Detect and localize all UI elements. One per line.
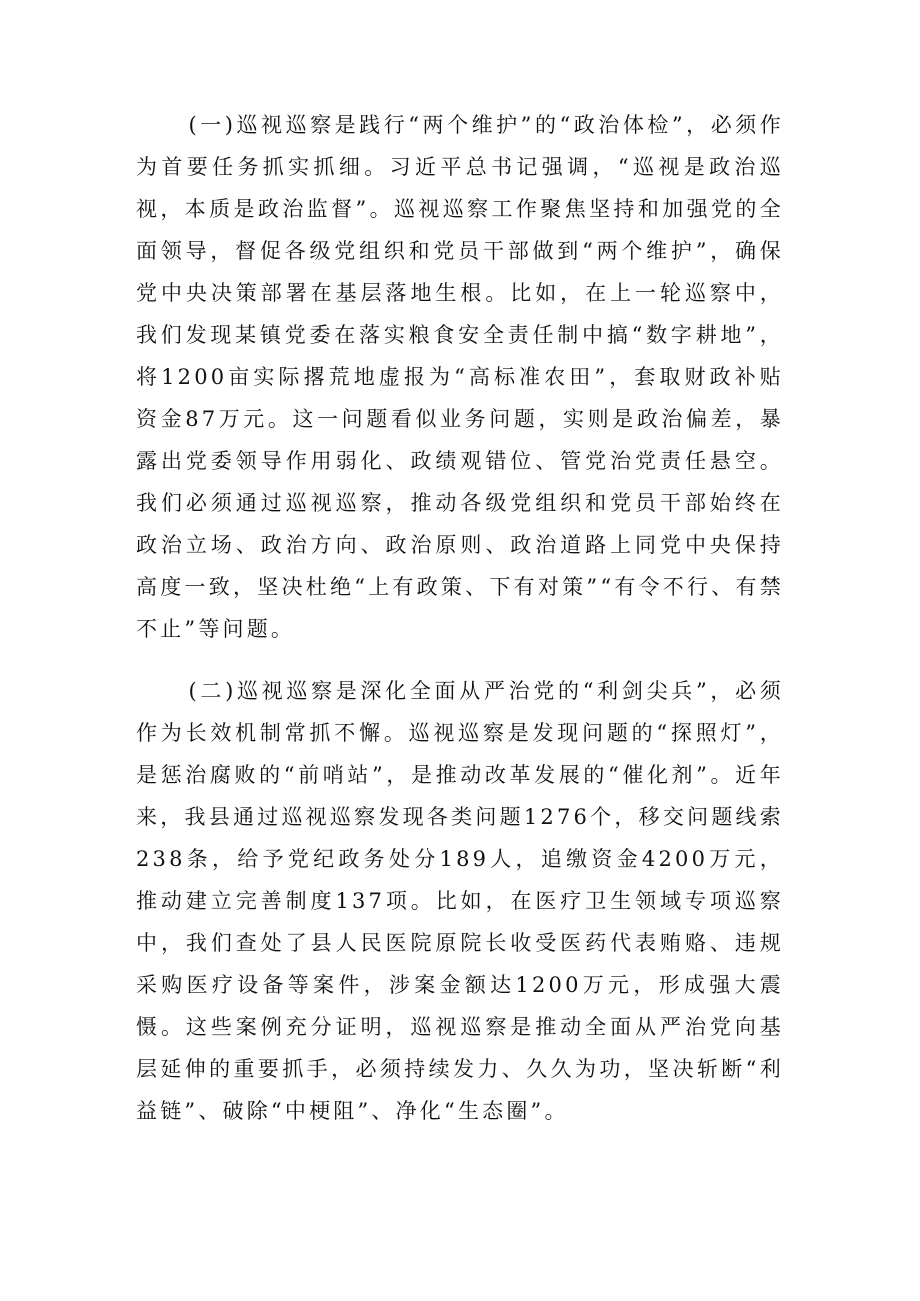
document-body xyxy=(136,104,784,1132)
paragraph-2: (二)巡视巡察是深化全面从严治党的“利剑尖兵”，必须作为长效机制常抓不懈。巡视巡察是发现问题的“探照灯”，是惩治腐败的“前哨站”，是推动改革发展的“催化剂”。近年来，我县通过巡视巡察发现各类问题1276个，移交问题线索238条，给予党纪政务处分189人，追缴资金4200万元，推动建立完善制度137项。比如，在医疗卫生领域专项巡察中，我们查处了县人民医院原院长收受医药代表贿赂、违规采购医疗设备等案件，涉案金额达1200万元，形成强大震慑。这些案例充分证明，巡视巡察是推动全面从严治党向基层延伸的重要抓手，必须持续发力、久久为功，坚决斩断“利益链”、破除“中梗阻”、净化“生态圈”。 xyxy=(136,679,784,1123)
paragraph-1: (一)巡视巡察是践行“两个维护”的“政治体检”，必须作为首要任务抓实抓细。习近平总书记强调，“巡视是政治巡视，本质是政治监督”。巡视巡察工作聚焦坚持和加强党的全面领导，督促各级党组织和党员干部做到“两个维护”，确保党中央决策部署在基层落地生根。比如，在上一轮巡察中，我们发现某镇党委在落实粮食安全责任制中搞“数字耕地”，将1200亩实际撂荒地虚报为“高标准农田”，套取财政补贴资金87万元。这一问题看似业务问题，实则是政治偏差，暴露出党委领导作用弱化、政绩观错位、管党治党责任悬空。我们必须通过巡视巡察，推动各级党组织和党员干部始终在政治立场、政治方向、政治原则、政治道路上同党中央保持高度一致，坚决杜绝“上有政策、下有对策”“有令不行、有禁不止”等问题。 xyxy=(136,113,784,641)
